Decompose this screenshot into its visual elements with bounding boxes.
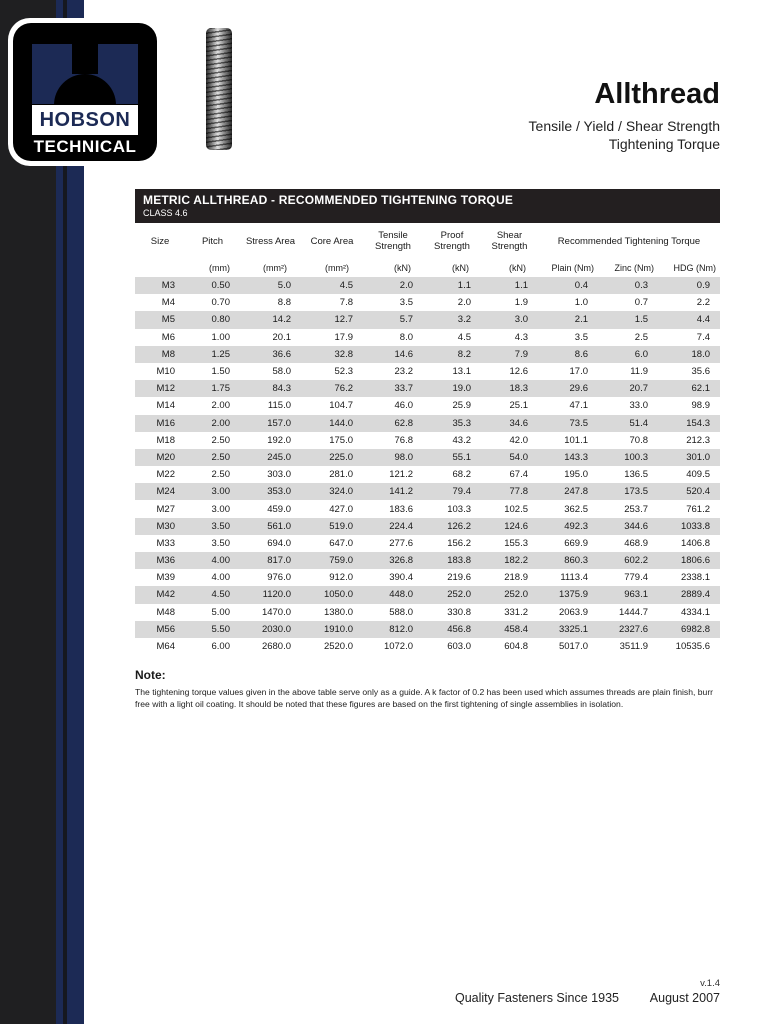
cell-core-area: 2520.0 [323, 641, 353, 653]
cell-pitch: 4.50 [211, 589, 230, 601]
cell-size: M27 [156, 503, 175, 515]
table-row [135, 277, 720, 294]
cell-shear: 7.9 [514, 348, 528, 360]
cell-zinc: 0.7 [634, 297, 648, 309]
subtitle-line-1: Tensile / Yield / Shear Strength [528, 118, 720, 134]
logo-h-mark [32, 44, 138, 104]
cell-core-area: 1050.0 [323, 589, 353, 601]
logo-h-notch [72, 44, 98, 74]
cell-shear: 182.2 [504, 555, 528, 567]
cell-tensile: 1072.0 [383, 641, 413, 653]
cell-proof: 603.0 [447, 641, 471, 653]
cell-proof: 252.0 [447, 589, 471, 601]
cell-plain: 492.3 [564, 520, 588, 532]
cell-pitch: 3.00 [211, 486, 230, 498]
cell-tensile: 8.0 [399, 331, 413, 343]
cell-stress-area: 58.0 [272, 366, 291, 378]
cell-pitch: 0.80 [211, 314, 230, 326]
cell-pitch: 2.00 [211, 417, 230, 429]
unit-proof: (kN) [452, 263, 469, 273]
cell-size: M4 [161, 297, 175, 309]
cell-pitch: 2.50 [211, 434, 230, 446]
table-row [135, 500, 720, 517]
cell-shear: 155.3 [504, 537, 528, 549]
cell-shear: 1.1 [514, 280, 528, 292]
cell-core-area: 144.0 [329, 417, 353, 429]
cell-hdg: 35.6 [691, 366, 711, 378]
note-body: The tightening torque values given in the above table serve only as a guide. A k factor of 0.2 has been used which assumes threads are plain finish, burr free with a light oil coating. It should be noted that these figures are based on the first tightening of single assemblies in isolation. [135, 687, 714, 709]
cell-plain: 73.5 [569, 417, 588, 429]
cell-tensile: 390.4 [389, 572, 413, 584]
cell-tensile: 98.0 [394, 451, 413, 463]
table-row [135, 552, 720, 569]
cell-hdg: 98.9 [691, 400, 711, 412]
cell-proof: 103.3 [447, 503, 471, 515]
cell-shear: 124.6 [504, 520, 528, 532]
cell-tensile: 23.2 [394, 366, 413, 378]
cell-pitch: 0.70 [211, 297, 230, 309]
cell-pitch: 0.50 [211, 280, 230, 292]
cell-pitch: 3.50 [211, 537, 230, 549]
table-row [135, 380, 720, 397]
cell-zinc: 70.8 [629, 434, 648, 446]
cell-tensile: 812.0 [389, 623, 413, 635]
cell-zinc: 100.3 [624, 451, 648, 463]
cell-stress-area: 5.0 [277, 280, 291, 292]
cell-pitch: 4.00 [211, 572, 230, 584]
cell-shear: 77.8 [509, 486, 528, 498]
cell-proof: 4.5 [457, 331, 471, 343]
cell-hdg: 10535.6 [675, 641, 711, 653]
cell-tensile: 448.0 [389, 589, 413, 601]
unit-size [135, 259, 185, 277]
cell-stress-area: 2680.0 [261, 641, 291, 653]
cell-tensile: 2.0 [399, 280, 413, 292]
cell-plain: 1375.9 [558, 589, 588, 601]
table-row [135, 346, 720, 363]
cell-plain: 29.6 [569, 383, 588, 395]
cell-plain: 2.1 [574, 314, 588, 326]
cell-tensile: 183.6 [389, 503, 413, 515]
cell-zinc: 963.1 [624, 589, 648, 601]
table-row [135, 294, 720, 311]
table-row [135, 311, 720, 328]
cell-stress-area: 192.0 [267, 434, 291, 446]
cell-hdg: 1033.8 [680, 520, 711, 532]
cell-plain: 143.3 [564, 451, 588, 463]
cell-zinc: 1444.7 [618, 606, 648, 618]
cell-zinc: 20.7 [629, 383, 648, 395]
cell-tensile: 588.0 [389, 606, 413, 618]
cell-size: M48 [156, 606, 175, 618]
table-row [135, 363, 720, 380]
cell-proof: 156.2 [447, 537, 471, 549]
unit-core-area: (mm²) [325, 263, 349, 273]
col-header-pitch: Pitch [201, 235, 224, 247]
cell-hdg: 1806.6 [680, 555, 711, 567]
version-label: v.1.4 [700, 978, 720, 989]
cell-zinc: 33.0 [629, 400, 648, 412]
cell-proof: 55.1 [452, 451, 471, 463]
cell-stress-area: 694.0 [267, 537, 291, 549]
cell-hdg: 62.1 [691, 383, 711, 395]
cell-core-area: 324.0 [329, 486, 353, 498]
cell-size: M16 [156, 417, 175, 429]
page-title: Allthread [594, 78, 720, 110]
cell-shear: 54.0 [509, 451, 528, 463]
cell-pitch: 5.50 [211, 623, 230, 635]
unit-tensile: (kN) [394, 263, 411, 273]
cell-core-area: 12.7 [334, 314, 353, 326]
cell-proof: 25.9 [452, 400, 471, 412]
cell-stress-area: 561.0 [267, 520, 291, 532]
cell-shear: 42.0 [509, 434, 528, 446]
cell-size: M36 [156, 555, 175, 567]
cell-size: M24 [156, 486, 175, 498]
table-row [135, 449, 720, 466]
cell-zinc: 602.2 [624, 555, 648, 567]
col-header-stress-area: Stress Area [245, 235, 296, 247]
cell-stress-area: 8.8 [277, 297, 291, 309]
cell-pitch: 1.50 [211, 366, 230, 378]
footer-tagline: Quality Fasteners Since 1935 [455, 991, 619, 1005]
cell-pitch: 4.00 [211, 555, 230, 567]
cell-stress-area: 84.3 [272, 383, 291, 395]
cell-shear: 458.4 [504, 623, 528, 635]
cell-size: M56 [156, 623, 175, 635]
cell-core-area: 32.8 [334, 348, 353, 360]
col-header-core-area: Core Area [310, 235, 354, 247]
cell-size: M5 [161, 314, 175, 326]
torque-table [135, 223, 720, 655]
cell-core-area: 4.5 [339, 280, 353, 292]
table-row [135, 329, 720, 346]
col-header-size: Size [150, 235, 170, 247]
cell-plain: 0.4 [574, 280, 588, 292]
cell-hdg: 409.5 [686, 469, 711, 481]
cell-size: M8 [161, 348, 175, 360]
unit-plain: Plain (Nm) [551, 263, 594, 273]
cell-size: M39 [156, 572, 175, 584]
cell-hdg: 2889.4 [680, 589, 711, 601]
logo-hobson-text: HOBSON [32, 105, 138, 135]
cell-core-area: 281.0 [329, 469, 353, 481]
cell-tensile: 5.7 [399, 314, 413, 326]
cell-tensile: 33.7 [394, 383, 413, 395]
cell-plain: 3.5 [574, 331, 588, 343]
cell-tensile: 326.8 [389, 555, 413, 567]
cell-shear: 18.3 [509, 383, 528, 395]
cell-zinc: 6.0 [634, 348, 648, 360]
cell-stress-area: 157.0 [267, 417, 291, 429]
cell-zinc: 11.9 [630, 366, 648, 378]
cell-hdg: 0.9 [696, 280, 711, 292]
unit-hdg: HDG (Nm) [673, 263, 717, 273]
cell-stress-area: 1120.0 [262, 589, 291, 601]
cell-zinc: 344.6 [624, 520, 648, 532]
cell-size: M42 [156, 589, 175, 601]
table-row [135, 569, 720, 586]
unit-stress-area: (mm²) [263, 263, 287, 273]
table-row [135, 586, 720, 603]
cell-zinc: 2.5 [634, 331, 648, 343]
table-row [135, 535, 720, 552]
table-row [135, 397, 720, 414]
cell-hdg: 4334.1 [680, 606, 711, 618]
col-header-torque: Recommended Tightening Torque [557, 235, 701, 247]
cell-pitch: 1.00 [211, 331, 230, 343]
table-row [135, 518, 720, 535]
cell-size: M6 [161, 331, 175, 343]
table-row [135, 621, 720, 638]
cell-zinc: 136.5 [624, 469, 648, 481]
cell-core-area: 225.0 [329, 451, 353, 463]
cell-tensile: 224.4 [389, 520, 413, 532]
cell-core-area: 1910.0 [323, 623, 353, 635]
cell-core-area: 759.0 [329, 555, 353, 567]
logo-background [13, 23, 157, 161]
cell-size: M33 [156, 537, 175, 549]
cell-tensile: 141.2 [389, 486, 413, 498]
cell-stress-area: 2030.0 [261, 623, 291, 635]
cell-proof: 330.8 [447, 606, 471, 618]
cell-pitch: 2.50 [211, 451, 230, 463]
cell-proof: 2.0 [457, 297, 471, 309]
cell-shear: 12.6 [509, 366, 528, 378]
col-header-tensile: Tensile Strength [375, 230, 411, 252]
cell-proof: 8.2 [457, 348, 471, 360]
cell-stress-area: 1470.0 [261, 606, 291, 618]
cell-zinc: 51.4 [629, 417, 648, 429]
cell-plain: 101.1 [564, 434, 588, 446]
cell-tensile: 76.8 [394, 434, 413, 446]
cell-pitch: 2.50 [211, 469, 230, 481]
cell-hdg: 1406.8 [680, 537, 711, 549]
cell-plain: 2063.9 [558, 606, 588, 618]
cell-stress-area: 36.6 [272, 348, 291, 360]
cell-shear: 604.8 [504, 641, 528, 653]
cell-stress-area: 303.0 [267, 469, 291, 481]
cell-plain: 860.3 [564, 555, 588, 567]
cell-core-area: 427.0 [329, 503, 353, 515]
cell-size: M22 [156, 469, 175, 481]
cell-hdg: 761.2 [686, 503, 711, 515]
cell-tensile: 62.8 [394, 417, 413, 429]
cell-proof: 3.2 [457, 314, 471, 326]
cell-zinc: 3511.9 [619, 641, 648, 653]
table-row [135, 483, 720, 500]
table-row [135, 432, 720, 449]
cell-hdg: 212.3 [686, 434, 711, 446]
cell-pitch: 6.00 [211, 641, 230, 653]
table-body [135, 277, 720, 655]
cell-plain: 1.0 [574, 297, 588, 309]
cell-stress-area: 817.0 [267, 555, 291, 567]
cell-pitch: 1.75 [211, 383, 230, 395]
col-header-shear: Shear Strength [491, 230, 528, 252]
cell-zinc: 2327.6 [618, 623, 648, 635]
cell-core-area: 519.0 [329, 520, 353, 532]
cell-pitch: 1.25 [211, 348, 230, 360]
cell-core-area: 52.3 [334, 366, 353, 378]
cell-proof: 1.1 [457, 280, 471, 292]
cell-hdg: 2.2 [696, 297, 711, 309]
col-header-proof: Proof Strength [434, 230, 470, 252]
cell-zinc: 0.3 [634, 280, 648, 292]
cell-stress-area: 976.0 [267, 572, 291, 584]
cell-shear: 4.3 [514, 331, 528, 343]
table-header-bar [135, 189, 720, 223]
cell-tensile: 277.6 [389, 537, 413, 549]
cell-zinc: 173.5 [624, 486, 648, 498]
cell-size: M64 [156, 641, 175, 653]
table-title: METRIC ALLTHREAD - RECOMMENDED TIGHTENING TORQUE [143, 193, 514, 207]
cell-core-area: 7.8 [339, 297, 353, 309]
cell-core-area: 912.0 [329, 572, 353, 584]
cell-shear: 67.4 [509, 469, 528, 481]
threaded-rod-image [206, 28, 232, 150]
cell-shear: 25.1 [509, 400, 528, 412]
cell-tensile: 14.6 [394, 348, 413, 360]
cell-plain: 3325.1 [558, 623, 588, 635]
cell-size: M20 [156, 451, 175, 463]
cell-hdg: 6982.8 [680, 623, 711, 635]
cell-size: M14 [156, 400, 175, 412]
cell-size: M10 [156, 366, 175, 378]
cell-tensile: 3.5 [399, 297, 413, 309]
cell-shear: 1.9 [514, 297, 528, 309]
cell-core-area: 1380.0 [323, 606, 353, 618]
cell-shear: 252.0 [504, 589, 528, 601]
cell-plain: 362.5 [564, 503, 588, 515]
cell-plain: 17.0 [569, 366, 588, 378]
cell-plain: 5017.0 [558, 641, 588, 653]
cell-core-area: 104.7 [329, 400, 353, 412]
cell-zinc: 253.7 [624, 503, 648, 515]
table-row [135, 604, 720, 621]
cell-core-area: 647.0 [329, 537, 353, 549]
cell-tensile: 121.2 [389, 469, 413, 481]
cell-proof: 13.1 [452, 366, 471, 378]
cell-proof: 19.0 [452, 383, 471, 395]
subtitle-line-2: Tightening Torque [608, 136, 720, 152]
torque-table-section [135, 189, 720, 655]
cell-hdg: 18.0 [691, 348, 711, 360]
cell-shear: 3.0 [514, 314, 528, 326]
table-row [135, 638, 720, 655]
cell-plain: 195.0 [564, 469, 588, 481]
unit-pitch: (mm) [209, 263, 230, 273]
cell-shear: 331.2 [504, 606, 528, 618]
cell-hdg: 301.0 [686, 451, 711, 463]
cell-pitch: 2.00 [211, 400, 230, 412]
cell-hdg: 520.4 [686, 486, 711, 498]
cell-size: M3 [161, 280, 175, 292]
cell-shear: 34.6 [509, 417, 528, 429]
note-title: Note: [135, 668, 166, 682]
cell-proof: 68.2 [452, 469, 471, 481]
cell-stress-area: 20.1 [272, 331, 291, 343]
cell-stress-area: 459.0 [267, 503, 291, 515]
table-class: CLASS 4.6 [143, 208, 188, 218]
cell-pitch: 3.50 [211, 520, 230, 532]
cell-size: M12 [156, 383, 175, 395]
cell-proof: 79.4 [452, 486, 471, 498]
cell-size: M18 [156, 434, 175, 446]
cell-shear: 218.9 [504, 572, 528, 584]
cell-plain: 47.1 [569, 400, 588, 412]
cell-pitch: 5.00 [211, 606, 230, 618]
table-row [135, 415, 720, 432]
cell-plain: 1113.4 [560, 572, 588, 584]
cell-core-area: 76.2 [334, 383, 353, 395]
cell-core-area: 17.9 [334, 331, 353, 343]
footer-date: August 2007 [649, 991, 720, 1005]
cell-proof: 183.8 [447, 555, 471, 567]
cell-size: M30 [156, 520, 175, 532]
page-subtitle [529, 117, 720, 153]
cell-stress-area: 353.0 [267, 486, 291, 498]
cell-proof: 219.6 [447, 572, 471, 584]
table-row [135, 466, 720, 483]
cell-tensile: 46.0 [394, 400, 413, 412]
cell-zinc: 468.9 [624, 537, 648, 549]
cell-stress-area: 245.0 [267, 451, 291, 463]
cell-stress-area: 14.2 [272, 314, 291, 326]
cell-proof: 43.2 [452, 434, 471, 446]
cell-zinc: 1.5 [634, 314, 648, 326]
cell-proof: 126.2 [447, 520, 471, 532]
unit-shear: (kN) [509, 263, 526, 273]
cell-hdg: 4.4 [696, 314, 711, 326]
cell-stress-area: 115.0 [267, 400, 291, 412]
cell-hdg: 154.3 [686, 417, 711, 429]
cell-proof: 456.8 [447, 623, 471, 635]
cell-plain: 8.6 [574, 348, 588, 360]
cell-hdg: 7.4 [696, 331, 711, 343]
cell-proof: 35.3 [452, 417, 471, 429]
hobson-logo [8, 18, 162, 166]
cell-pitch: 3.00 [211, 503, 230, 515]
unit-zinc: Zinc (Nm) [614, 263, 654, 273]
cell-shear: 102.5 [504, 503, 528, 515]
cell-plain: 247.8 [564, 486, 588, 498]
cell-hdg: 2338.1 [680, 572, 711, 584]
cell-zinc: 779.4 [624, 572, 648, 584]
cell-core-area: 175.0 [329, 434, 353, 446]
cell-plain: 669.9 [564, 537, 588, 549]
logo-technical-text: TECHNICAL [33, 137, 137, 156]
